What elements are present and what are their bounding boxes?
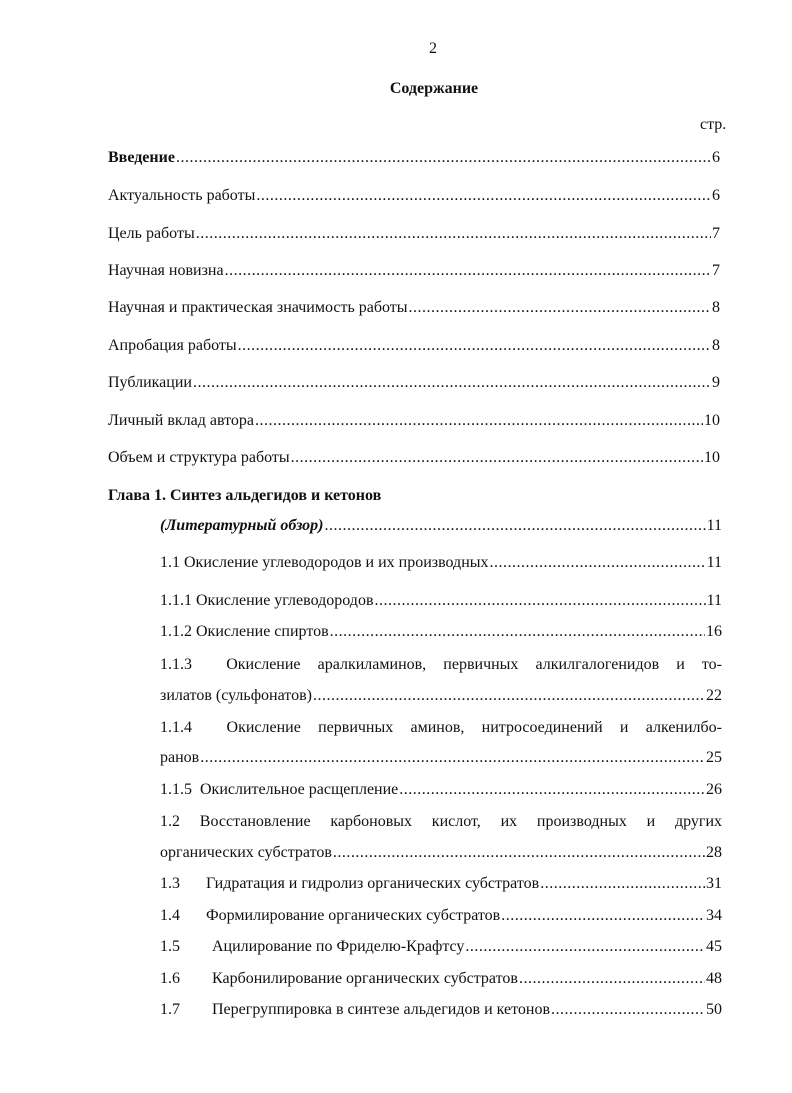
toc-entry-text: Научная и практическая значимость работы (108, 299, 408, 316)
section-page: 16 (706, 623, 722, 640)
toc-entry-page: 6 (712, 187, 720, 204)
toc-leader (193, 373, 711, 393)
toc-entry (108, 336, 720, 356)
section-page: 31 (706, 875, 722, 892)
toc-entry-text: Личный вклад автора (108, 412, 255, 429)
section-number: 1.1.2 (160, 623, 192, 640)
section-text: ранов (160, 749, 200, 766)
toc-leader (333, 843, 705, 863)
section-text: Окислительное расщепление (200, 781, 399, 798)
toc-leader (399, 780, 705, 800)
toc-entry-page: 6 (712, 149, 720, 166)
section-page: 22 (706, 687, 722, 704)
toc-entry (108, 298, 720, 318)
toc-entry-text: Введение (108, 149, 175, 166)
section-text: Перегруппировка в синтезе альдегидов и кетонов (212, 1001, 550, 1018)
toc-section (160, 1000, 722, 1020)
section-page: 28 (706, 844, 722, 861)
section-text: органических субстратов (160, 844, 332, 861)
section-text: Карбонилирование органических субстратов (212, 970, 518, 987)
section-page: 34 (706, 907, 722, 924)
toc-entry (108, 186, 720, 206)
toc-section-line1 (160, 812, 722, 832)
section-number: 1.1 (160, 554, 180, 571)
toc-entry-introduction (108, 148, 720, 168)
page-number: 2 (429, 40, 437, 57)
toc-leader (375, 591, 706, 611)
toc-entry-text: Цель работы (108, 225, 195, 242)
toc-section (160, 969, 722, 989)
section-text: Окисление первичных аминов, нитросоединений и алкенилбо- (226, 719, 722, 736)
toc-section (160, 780, 722, 800)
toc-leader (255, 411, 703, 431)
toc-section-line1 (160, 655, 722, 675)
toc-leader (409, 298, 711, 318)
section-number: 1.1.3 (160, 656, 192, 673)
toc-entry-page: 10 (704, 412, 720, 429)
toc-leader (196, 224, 711, 244)
toc-section (160, 622, 722, 642)
page-title: Содержание (389, 80, 479, 97)
toc-leader (291, 448, 703, 468)
toc-entry-page: 9 (712, 374, 720, 391)
section-number: 1.7 (160, 1001, 180, 1018)
section-number: 1.4 (160, 907, 180, 924)
section-text: Окисление спиртов (196, 623, 329, 640)
toc-entry-page: 7 (712, 225, 720, 242)
toc-section (160, 906, 722, 926)
toc-leader (330, 622, 705, 642)
toc-entry (108, 448, 720, 468)
section-text: Окисление аралкиламинов, первичных алкилгалогенидов и то- (226, 656, 723, 673)
section-number: 1.2 (160, 813, 180, 830)
section-page: 11 (706, 592, 722, 609)
toc-leader (176, 148, 711, 168)
toc-entry-text: Апробация работы (108, 337, 237, 354)
toc-leader (540, 874, 705, 894)
section-text: Гидратация и гидролиз органических субстратов (206, 875, 540, 892)
toc-leader (465, 937, 705, 957)
toc-entry-text: Публикации (108, 374, 192, 391)
section-number: 1.5 (160, 938, 180, 955)
toc-leader (200, 748, 705, 768)
toc-entry-page: 11 (706, 517, 722, 534)
section-number: 1.1.5 (160, 781, 192, 798)
toc-section-line2 (160, 686, 722, 706)
toc-entry-page: 7 (712, 262, 720, 279)
section-page: 48 (706, 970, 722, 987)
toc-leader (490, 553, 706, 573)
section-page: 26 (706, 781, 722, 798)
toc-section-line2 (160, 748, 722, 768)
toc-entry (108, 224, 720, 244)
toc-leader (519, 969, 705, 989)
section-text: зилатов (сульфонатов) (160, 687, 312, 704)
section-number: 1.3 (160, 875, 180, 892)
section-text: Окисление углеводородов (196, 592, 374, 609)
toc-section-line2 (160, 843, 722, 863)
toc-entry-text: Научная новизна (108, 262, 224, 279)
section-page: 11 (706, 554, 722, 571)
toc-entry-text: Объем и структура работы (108, 449, 290, 466)
section-text: Ацилирование по Фриделю-Крафтсу (212, 938, 465, 955)
toc-entry-page: 8 (712, 337, 720, 354)
section-text: Формилирование органических субстратов (206, 907, 501, 924)
chapter-subtitle: (Литературный обзор) (160, 517, 324, 534)
toc-entry (108, 373, 720, 393)
toc-leader (325, 516, 706, 536)
section-number: 1.1.4 (160, 719, 192, 736)
toc-entry-text: Актуальность работы (108, 187, 256, 204)
section-number: 1.1.1 (160, 592, 192, 609)
toc-leader (551, 1000, 705, 1020)
toc-leader (256, 186, 711, 206)
section-number: 1.6 (160, 970, 180, 987)
chapter-heading: Глава 1. Синтез альдегидов и кетонов (108, 487, 382, 504)
section-page: 45 (706, 938, 722, 955)
toc-entry-page: 10 (704, 449, 720, 466)
toc-section (160, 874, 722, 894)
toc-entry (108, 261, 720, 281)
toc-leader (501, 906, 705, 926)
toc-leader (225, 261, 711, 281)
toc-section (160, 937, 722, 957)
toc-section (160, 591, 722, 611)
toc-section-line1 (160, 718, 722, 738)
toc-entry (108, 411, 720, 431)
toc-leader (238, 336, 711, 356)
toc-entry-page: 8 (712, 299, 720, 316)
section-text: Окисление углеводородов и их производных (184, 554, 489, 571)
toc-leader (313, 686, 705, 706)
toc-section (160, 553, 722, 573)
chapter-subtitle-entry (160, 516, 722, 536)
section-text: Восстановление карбоновых кислот, их производных и других (199, 813, 723, 830)
section-page: 25 (706, 749, 722, 766)
section-page: 50 (706, 1001, 722, 1018)
page-column-label: стр. (700, 116, 727, 133)
